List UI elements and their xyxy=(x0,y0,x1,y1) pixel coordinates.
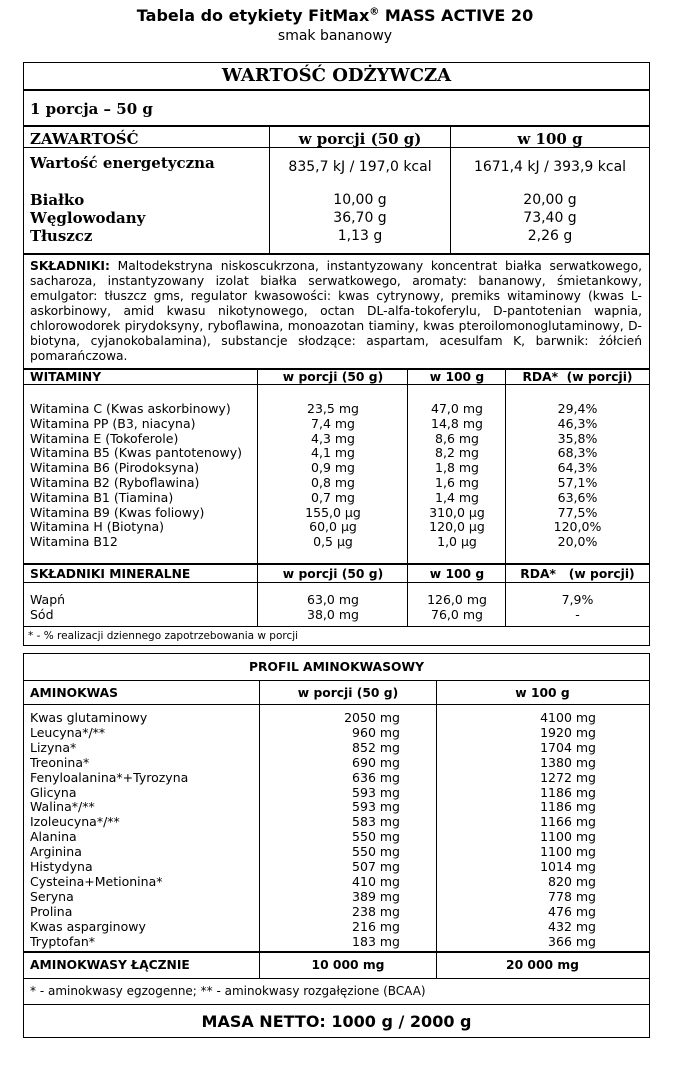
vitamin-rda: 120,0% xyxy=(553,519,602,535)
mineral-name: Sód xyxy=(30,607,54,622)
vitamin-rda: 29,4% xyxy=(557,401,598,416)
macro-label: Białko xyxy=(30,191,85,209)
amino-portion: 593 mg xyxy=(352,799,400,815)
amino-100g: 1100 mg xyxy=(540,829,596,845)
amino-name: Fenyloalanina*+Tyrozyna xyxy=(30,769,189,785)
nutrition-title: WARTOŚĆ ODŻYWCZA xyxy=(221,65,452,86)
vitamin-name: Witamina C (Kwas askorbinowy) xyxy=(30,401,231,416)
amino-100g: 476 mg xyxy=(548,903,596,919)
amino-100g: 1272 mg xyxy=(540,769,596,785)
amino-100g: 1166 mg xyxy=(540,814,596,830)
vitamin-portion: 0,8 mg xyxy=(311,475,355,490)
vitamin-100g: 8,6 mg xyxy=(435,430,479,446)
amino-name: Tryptofan* xyxy=(30,933,96,949)
amino-100g: 1380 mg xyxy=(540,754,596,770)
ingredients-body: Maltodekstryna niskoscukrzona, instantyzowany koncentrat białka serwatkowego, sacharoza, instantyzowany izolat białka serwatkowego, aromaty: bananowy, śmietankowy, emulgator: tłuszcz gms, regulator kwasowości: kwas cytrynowy, premiks witaminowy (kwas L-askorbinowy, amid kwasu nikotynowego, octan DL-alfa-tokoferylu, D-pantotenian wapnia, chlorowodorek pirydoksyny, ryboflawina, monoazotan tiaminy, kwas pteroilomonoglutaminowy, D-biotyna, cyjanokobalamina), substancje słodzące: aspartam, acesulfam K, barwnik: żółcień pomarańczowa. xyxy=(30,259,642,363)
amino-name: Arginina xyxy=(30,844,82,860)
vitamin-rda: 68,3% xyxy=(557,445,598,461)
vitamin-rda: 64,3% xyxy=(557,460,598,476)
minerals-col-portion: w porcji (50 g) xyxy=(282,567,384,581)
serving-size: 1 porcja – 50 g xyxy=(30,100,153,118)
col-header-100g: w 100 g xyxy=(517,130,583,148)
vitamin-portion: 60,0 µg xyxy=(309,519,357,535)
amino-name: Walina*/** xyxy=(30,799,95,815)
amino-100g: 1920 mg xyxy=(540,724,596,740)
vitamin-rda: 20,0% xyxy=(557,534,598,550)
mineral-rda: 7,9% xyxy=(561,592,594,607)
col-divider xyxy=(505,368,506,626)
ingredients-label: SKŁADNIKI: xyxy=(30,259,110,273)
amino-portion: 690 mg xyxy=(352,754,400,770)
vitamin-name: Witamina PP (B3, niacyna) xyxy=(30,415,196,431)
col-divider xyxy=(407,368,408,626)
divider xyxy=(24,951,649,953)
vitamin-name: Witamina B6 (Pirodoksyna) xyxy=(30,460,200,476)
amino-portion: 507 mg xyxy=(352,859,400,874)
amino-name: Cysteina+Metionina* xyxy=(30,873,163,889)
document-subtitle: smak bananowy xyxy=(277,28,393,44)
vitamin-rda: 57,1% xyxy=(557,475,598,490)
vitamin-100g: 1,8 mg xyxy=(435,460,479,476)
amino-profile-table xyxy=(23,653,650,1038)
vitamin-portion: 4,3 mg xyxy=(311,430,355,446)
macro-portion: 36,70 g xyxy=(333,210,387,226)
vitamin-100g: 1,0 µg xyxy=(437,534,477,550)
amino-name: Treonina* xyxy=(30,754,90,770)
vitamin-portion: 0,9 mg xyxy=(311,460,355,476)
divider xyxy=(24,978,649,979)
amino-100g: 778 mg xyxy=(548,888,596,904)
divider xyxy=(24,704,649,705)
vitamin-name: Witamina B2 (Ryboflawina) xyxy=(30,475,200,490)
amino-portion: 636 mg xyxy=(352,769,400,785)
col-divider xyxy=(257,368,258,626)
macro-100g: 2,26 g xyxy=(527,228,573,244)
vitamin-rda: 35,8% xyxy=(557,430,598,446)
vitamin-100g: 1,4 mg xyxy=(435,489,479,505)
amino-portion: 583 mg xyxy=(352,814,400,830)
amino-100g: 1186 mg xyxy=(540,799,596,815)
mineral-name: Wapń xyxy=(30,592,66,607)
vitamin-rda: 77,5% xyxy=(557,504,598,520)
amino-portion: 852 mg xyxy=(352,739,400,755)
registered-mark: ® xyxy=(369,6,380,18)
col-header-portion: w porcji (50 g) xyxy=(298,130,422,148)
divider xyxy=(24,125,649,127)
vitamin-name: Witamina B9 (Kwas foliowy) xyxy=(30,504,205,520)
amino-name: Histydyna xyxy=(30,859,93,874)
amino-portion: 550 mg xyxy=(352,844,400,860)
macro-100g: 73,40 g xyxy=(523,210,577,226)
amino-name: Izoleucyna*/** xyxy=(30,814,120,830)
amino-100g: 366 mg xyxy=(548,933,596,949)
amino-footnote: * - aminokwasy egzogenne; ** - aminokwasy rozgałęzione (BCAA) xyxy=(30,984,426,998)
amino-name: Alanina xyxy=(30,829,77,845)
vitamin-100g: 8,2 mg xyxy=(435,445,479,461)
amino-col-name: AMINOKWAS xyxy=(30,686,118,700)
amino-100g: 1014 mg xyxy=(540,859,596,874)
net-mass: MASA NETTO: 1000 g / 2000 g xyxy=(201,1012,472,1031)
vitamin-rda: 63,6% xyxy=(557,489,598,505)
amino-portion: 550 mg xyxy=(352,829,400,845)
vitamin-name: Witamina H (Biotyna) xyxy=(30,519,165,535)
rda-footnote: * - % realizacji dziennego zapotrzebowania w porcji xyxy=(28,630,299,642)
vitamins-col-portion: w porcji (50 g) xyxy=(282,370,384,384)
divider xyxy=(24,89,649,91)
macro-label: Tłuszcz xyxy=(30,227,93,245)
divider xyxy=(24,582,649,583)
mineral-100g: 76,0 mg xyxy=(431,607,483,622)
amino-portion: 238 mg xyxy=(352,903,400,919)
energy-portion: 835,7 kJ / 197,0 kcal xyxy=(288,159,432,175)
vitamins-col-rda: RDA* (w porcji) xyxy=(522,370,633,384)
mineral-rda: - xyxy=(575,607,580,622)
vitamin-rda: 46,3% xyxy=(557,415,598,431)
vitamin-portion: 0,5 µg xyxy=(313,534,353,550)
minerals-header: SKŁADNIKI MINERALNE xyxy=(30,567,191,581)
amino-100g: 1100 mg xyxy=(540,844,596,860)
amino-portion: 2050 mg xyxy=(344,710,400,725)
divider xyxy=(24,384,649,385)
amino-portion: 593 mg xyxy=(352,784,400,800)
amino-name: Glicyna xyxy=(30,784,77,800)
mineral-100g: 126,0 mg xyxy=(427,592,487,607)
divider xyxy=(24,626,649,627)
nutrition-table xyxy=(23,62,650,646)
amino-portion: 410 mg xyxy=(352,873,400,889)
macro-100g: 20,00 g xyxy=(523,192,577,208)
title-product: MASS ACTIVE 20 xyxy=(379,6,534,25)
amino-title: PROFIL AMINOKWASOWY xyxy=(249,660,424,674)
amino-100g: 820 mg xyxy=(548,873,596,889)
amino-portion: 183 mg xyxy=(352,933,400,949)
minerals-col-rda: RDA* (w porcji) xyxy=(520,567,635,581)
amino-portion: 389 mg xyxy=(352,888,400,904)
macro-portion: 10,00 g xyxy=(333,192,387,208)
amino-100g: 432 mg xyxy=(548,918,596,934)
vitamin-portion: 155,0 µg xyxy=(305,504,361,520)
amino-100g: 1704 mg xyxy=(540,739,596,755)
amino-total-portion: 10 000 mg xyxy=(311,958,385,972)
divider xyxy=(24,563,649,565)
vitamin-portion: 7,4 mg xyxy=(311,415,355,431)
amino-name: Leucyna*/** xyxy=(30,724,106,740)
energy-100g: 1671,4 kJ / 393,9 kcal xyxy=(473,159,627,175)
document-title xyxy=(0,6,670,25)
amino-name: Seryna xyxy=(30,888,74,904)
amino-name: Prolina xyxy=(30,903,73,919)
divider xyxy=(24,147,649,148)
vitamin-100g: 1,6 mg xyxy=(435,475,479,490)
amino-100g: 1186 mg xyxy=(540,784,596,800)
amino-100g: 4100 mg xyxy=(540,710,596,725)
macro-portion: 1,13 g xyxy=(337,228,383,244)
amino-name: Kwas asparginowy xyxy=(30,918,146,934)
amino-portion: 960 mg xyxy=(352,724,400,740)
vitamin-100g: 14,8 mg xyxy=(431,415,483,431)
amino-portion: 216 mg xyxy=(352,918,400,934)
divider xyxy=(24,680,649,681)
title-text: Tabela do etykiety FitMax xyxy=(136,6,370,25)
amino-total-label: AMINOKWASY ŁĄCZNIE xyxy=(30,958,190,972)
vitamin-100g: 47,0 mg xyxy=(431,401,483,416)
amino-col-portion: w porcji (50 g) xyxy=(297,686,399,700)
divider xyxy=(24,253,649,255)
vitamin-portion: 0,7 mg xyxy=(311,489,355,505)
mineral-portion: 63,0 mg xyxy=(307,592,359,607)
vitamin-name: Witamina B1 (Tiamina) xyxy=(30,489,174,505)
vitamin-100g: 120,0 µg xyxy=(429,519,485,535)
vitamin-name: Witamina B12 xyxy=(30,534,118,550)
divider xyxy=(24,1004,649,1005)
vitamin-100g: 310,0 µg xyxy=(429,504,485,520)
vitamin-portion: 23,5 mg xyxy=(307,401,359,416)
minerals-col-100g: w 100 g xyxy=(429,567,485,581)
vitamins-col-100g: w 100 g xyxy=(429,370,485,384)
energy-label: Wartość energetyczna xyxy=(30,154,215,172)
macro-label: Węglowodany xyxy=(30,209,146,227)
col-header-content: ZAWARTOŚĆ xyxy=(30,130,139,148)
amino-col-100g: w 100 g xyxy=(515,686,570,700)
amino-total-100g: 20 000 mg xyxy=(506,958,579,972)
amino-name: Kwas glutaminowy xyxy=(30,710,148,725)
vitamin-name: Witamina B5 (Kwas pantotenowy) xyxy=(30,445,242,461)
mineral-portion: 38,0 mg xyxy=(307,607,359,622)
vitamins-header: WITAMINY xyxy=(30,370,102,384)
vitamin-name: Witamina E (Tokoferole) xyxy=(30,430,179,446)
vitamin-portion: 4,1 mg xyxy=(311,445,355,461)
amino-name: Lizyna* xyxy=(30,739,77,755)
ingredients-text xyxy=(30,259,642,364)
